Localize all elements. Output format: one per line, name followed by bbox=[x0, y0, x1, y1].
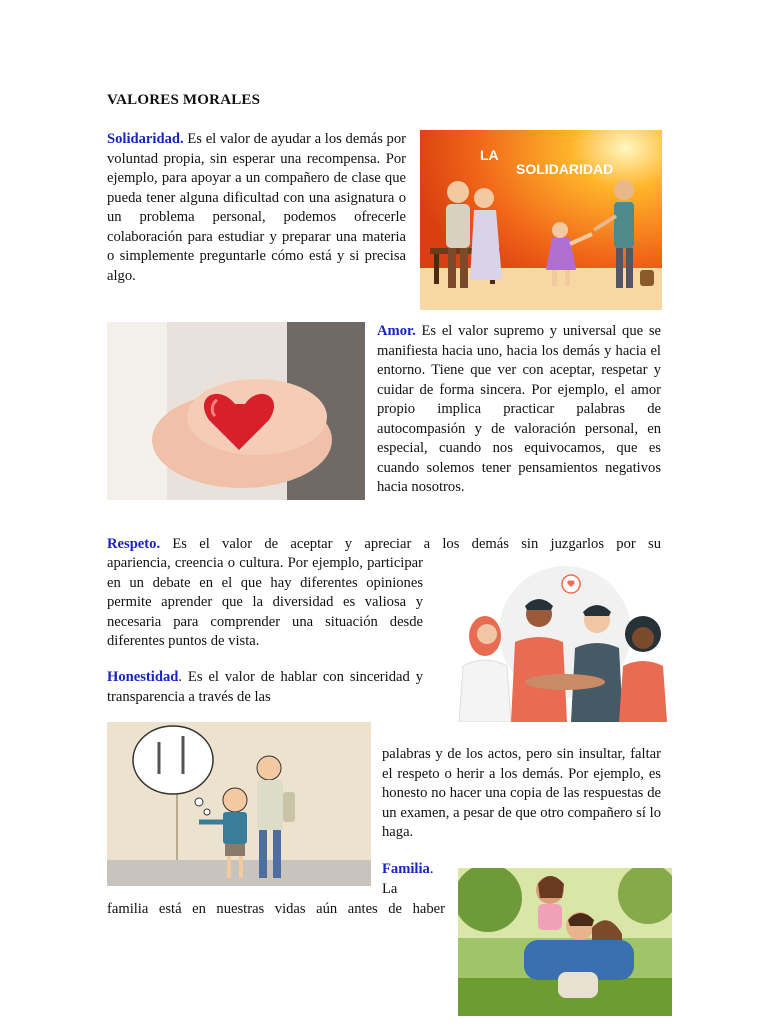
familia-la: La bbox=[382, 881, 398, 897]
familia-term: Familia bbox=[382, 861, 430, 877]
honestidad-text-b: palabras y de los actos, pero sin insultar, faltar el respeto o herir a los demás. Por ejemplo, es honesto no hacer una copia de las respuestas de un examen, a pesar de que otro compañero sí lo haga. bbox=[382, 746, 661, 840]
respeto-line1: Es el valor de aceptar y apreciar a los demás sin juzgarlos por su bbox=[160, 536, 661, 552]
amor-hands-heart-photo bbox=[107, 322, 365, 500]
amor-text: Es el valor supremo y universal que se manifiesta hacia uno, hacia los demás y hacia el entorno. Tiene que ver con aceptar, respetar y cuidar de forma sincera. Por ejemplo, el amor propio implica practicar palabras de autocompasión y de valoración personal, en especial, cuando nos equivocamos, que es cuando solemos tener pensamientos negativos hacia nosotros. bbox=[377, 323, 661, 495]
honestidad-text-a: . Es el valor de hablar con sinceridad y transparencia a través de las bbox=[107, 669, 423, 705]
respeto-paragraph bbox=[107, 554, 423, 652]
honestidad-paragraph-b bbox=[382, 745, 661, 843]
solidaridad-illustration bbox=[420, 130, 662, 310]
honestidad-cartoon bbox=[107, 722, 371, 886]
solidaridad-text: Es el valor de ayudar a los demás por voluntad propia, sin esperar una recompensa. Por ejemplo, para apoyar a un compañero de clase que pueda tener alguna dificultad con una asignatura o un problema personal, podemos ofrecerle colaboración para estudiar y preparar una materia o simplemente preguntarle cómo está y si precisa algo. bbox=[107, 131, 406, 284]
familia-paragraph bbox=[107, 900, 445, 920]
familia-dot: . bbox=[429, 861, 434, 877]
amor-term: Amor. bbox=[377, 323, 416, 339]
amor-paragraph bbox=[377, 322, 661, 498]
respeto-diversity-illustration bbox=[447, 562, 683, 722]
solidaridad-paragraph bbox=[107, 130, 406, 286]
familia-photo bbox=[458, 868, 672, 1016]
honestidad-paragraph-a bbox=[107, 668, 423, 707]
respeto-text: apariencia, creencia o cultura. Por ejemplo, participar en un debate en el que hay diferentes opiniones permite aprender que la diversidad es valiosa y necesaria para comprender una situación desde diferentes puntos de vista. bbox=[107, 555, 423, 649]
solidaridad-image-title-2: SOLIDARIDAD bbox=[516, 161, 614, 177]
solidaridad-term: Solidaridad. bbox=[107, 131, 184, 147]
page-title: VALORES MORALES bbox=[107, 92, 261, 108]
respeto-first-line bbox=[107, 535, 661, 555]
solidaridad-image-title-1: LA bbox=[480, 147, 499, 163]
familia-heading bbox=[382, 860, 434, 880]
honestidad-term: Honestidad bbox=[107, 669, 179, 685]
familia-text: familia está en nuestras vidas aún antes de haber bbox=[107, 901, 445, 917]
respeto-term: Respeto. bbox=[107, 536, 161, 552]
